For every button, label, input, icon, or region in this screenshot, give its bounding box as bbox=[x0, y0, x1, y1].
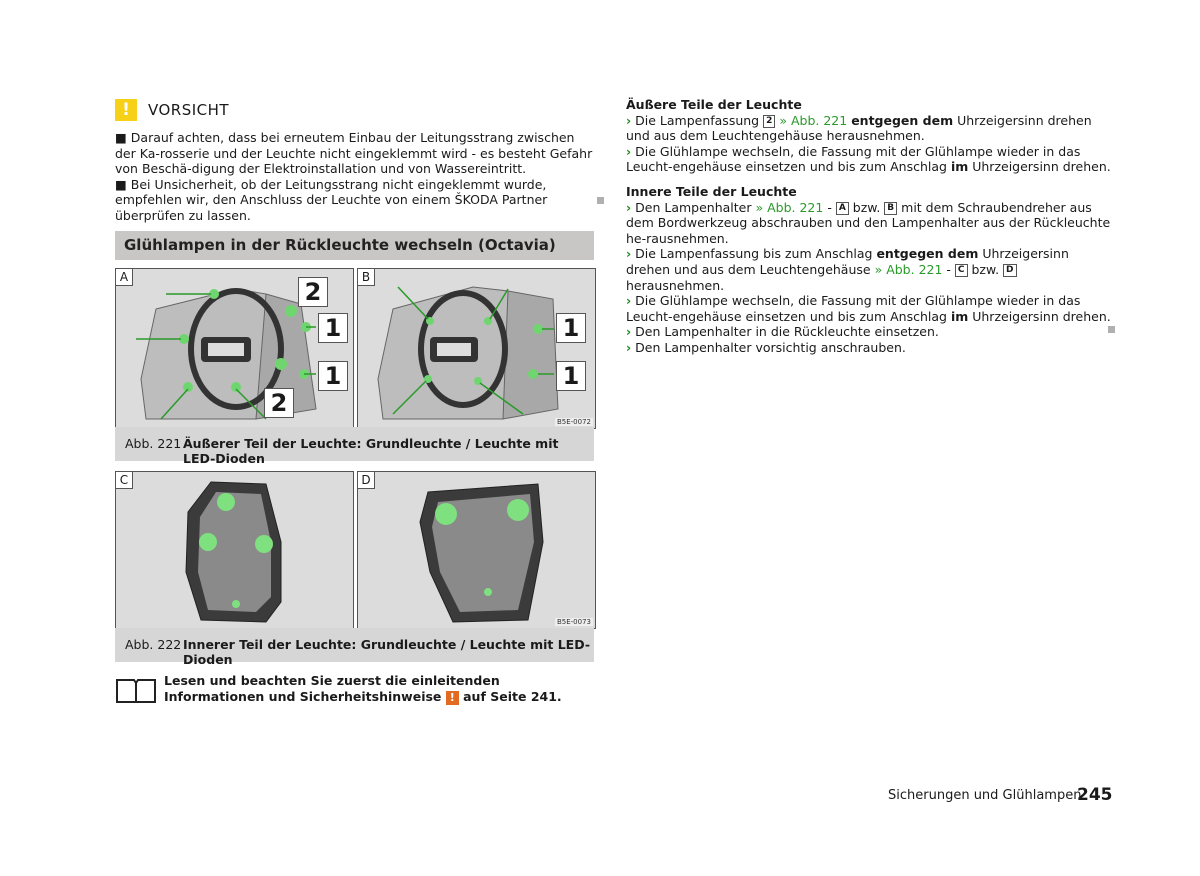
warning-icon: ! bbox=[446, 691, 459, 705]
figure-222-panel-c bbox=[115, 471, 354, 629]
panel-label-c: C bbox=[116, 472, 133, 489]
inner-step-5: › Den Lampenhalter vorsichtig anschrauben. bbox=[626, 339, 906, 355]
info-text: Lesen und beachten Sie zuerst die einleitenden Informationen und Sicherheitshinweise ! auf Seite 241. bbox=[164, 673, 562, 704]
outer-parts bbox=[626, 97, 1111, 175]
callout-2: 2 bbox=[298, 277, 328, 307]
panel-label-a: A bbox=[116, 269, 133, 286]
callout-2: 2 bbox=[264, 388, 294, 418]
section-title: Glühlampen in der Rückleuchte wechseln (Octavia) bbox=[124, 236, 556, 254]
caption-text: Innerer Teil der Leuchte: Grundleuchte / Leuchte mit LED-Dioden bbox=[183, 637, 591, 667]
inner-heading: Innere Teile der Leuchte bbox=[626, 184, 797, 199]
caption-number: Abb. 222 bbox=[125, 637, 182, 652]
callout-1: 1 bbox=[556, 313, 586, 343]
end-mark bbox=[597, 197, 604, 204]
exclamation-icon: ! bbox=[115, 99, 137, 121]
panel-label-d: D bbox=[358, 472, 375, 489]
callout-1: 1 bbox=[318, 313, 348, 343]
section-header bbox=[115, 231, 594, 260]
figure-link[interactable]: » Abb. 221 bbox=[779, 112, 848, 128]
inner-step-2: › Die Lampenfassung bis zum Anschlag entgegen dem Uhrzeigersinn drehen und aus dem Leuchtengehäuse » Abb. 221 - C bzw. D herausnehmen. bbox=[626, 246, 1069, 293]
figure-221-caption bbox=[115, 427, 594, 466]
caption-number: Abb. 221 bbox=[125, 436, 182, 451]
inner-step-3: › Die Glühlampe wechseln, die Fassung mit der Glühlampe wieder in das Leucht-engehäuse einsetzen und bis zum Anschlag im Uhrzeigersinn drehen. bbox=[626, 293, 1111, 324]
figure-code: B5E-0073 bbox=[556, 618, 591, 626]
inner-step-1: › Den Lampenhalter » Abb. 221 - A bzw. B mit dem Schraubendreher aus dem Bordwerkzeug abschrauben und den Lampenhalter aus der Rückleuchte he-rausnehmen. bbox=[626, 199, 1111, 246]
figure-221-panel-a bbox=[115, 268, 354, 429]
figure-link[interactable]: » Abb. 221 bbox=[874, 261, 943, 277]
figure-221-panel-b bbox=[357, 268, 596, 429]
figure-link[interactable]: » Abb. 221 bbox=[755, 199, 824, 215]
outer-step-1: › Die Lampenfassung 2 » Abb. 221 entgegen dem Uhrzeigersinn drehen und aus dem Leuchtengehäuse herausnehmen. bbox=[626, 112, 1092, 144]
figure-222-caption bbox=[115, 628, 594, 667]
caution-bullet-1: ■ Darauf achten, dass bei erneutem Einbau der Leitungsstrang zwischen der Ka-rosserie und der Leuchte nicht eingeklemmt wird - es besteht Gefahr von Beschä-digung der Elektroinstallation und von Wassereintritt. bbox=[115, 130, 593, 177]
callout-1: 1 bbox=[318, 361, 348, 391]
caution-bullet-2: ■ Bei Unsicherheit, ob der Leitungsstrang nicht eingeklemmt wurde, empfehlen wir, den Anschluss der Leuchte von einem ŠKODA Partner überprüfen zu lassen. bbox=[115, 176, 548, 223]
caution-text bbox=[115, 130, 595, 224]
caution-title: VORSICHT bbox=[148, 101, 230, 119]
inner-step-4: › Den Lampenhalter in die Rückleuchte einsetzen. bbox=[626, 324, 939, 340]
book-icon bbox=[115, 676, 157, 704]
callout-1: 1 bbox=[556, 361, 586, 391]
figure-code: B5E-0072 bbox=[556, 418, 591, 426]
caption-text: Äußerer Teil der Leuchte: Grundleuchte / Leuchte mit LED-Dioden bbox=[183, 436, 559, 466]
figure-222-panel-d bbox=[357, 471, 596, 629]
panel-label-b: B bbox=[358, 269, 375, 286]
outer-step-2: › Die Glühlampe wechseln, die Fassung mit der Glühlampe wieder in das Leucht-engehäuse einsetzen und bis zum Anschlag im Uhrzeigersinn drehen. bbox=[626, 143, 1111, 175]
page-number: 245 bbox=[1077, 785, 1113, 805]
end-mark bbox=[1108, 326, 1115, 333]
footer-section: Sicherungen und Glühlampen bbox=[888, 788, 1082, 803]
outer-heading: Äußere Teile der Leuchte bbox=[626, 97, 802, 112]
inner-parts bbox=[626, 184, 1111, 356]
